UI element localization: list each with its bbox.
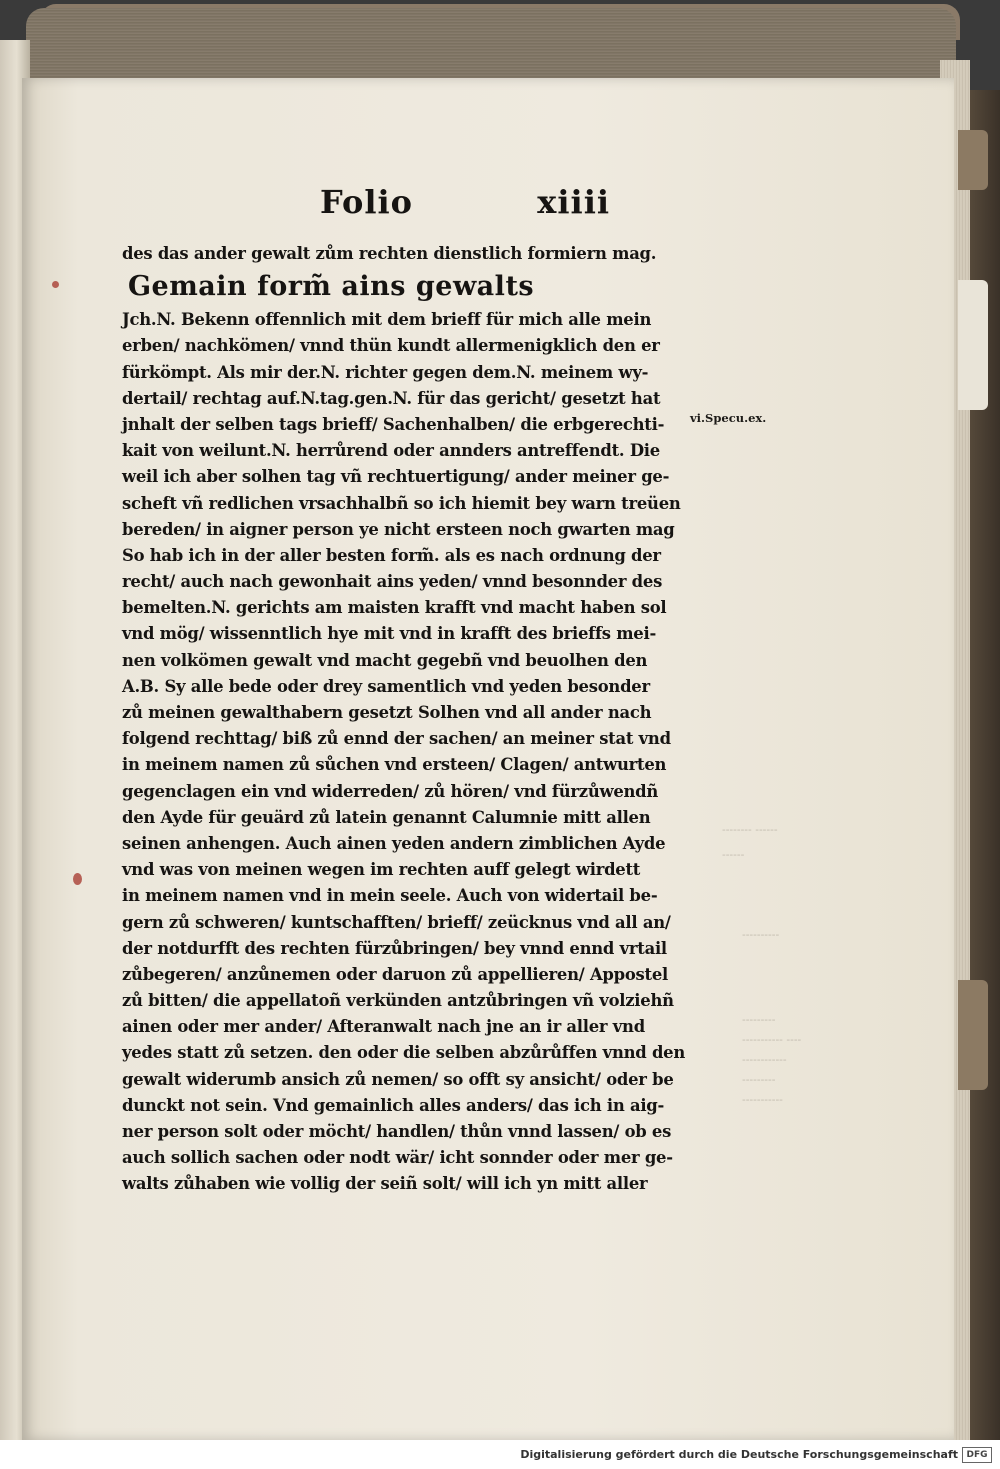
text-line: der notdurfft des rechten fürzůbringen/ bey vnnd ennd vrtail [122, 938, 667, 958]
text-line: den Ayde für geuärd zů latein genannt Calumnie mitt allen [122, 807, 651, 827]
text-line: A.B. Sy alle bede oder drey samentlich vnd yeden besonder [122, 676, 650, 696]
text-line: in meinem namen zů sůchen vnd ersteen/ Clagen/ antwurten [122, 755, 667, 775]
show-through-text: ----------- ---- [742, 1033, 802, 1046]
page-tab [958, 980, 988, 1090]
text-line: jnhalt der selben tags brieff/ Sachenhalben/ die erbgerechti- [122, 414, 665, 434]
text-line: nen volkömen gewalt vnd macht gegebñ vnd beuolhen den [122, 650, 648, 670]
show-through-text: ---------- [742, 928, 780, 941]
text-line: vnd mög/ wissenntlich hye mit vnd in krafft des brieffs mei- [122, 624, 656, 644]
text-line: So hab ich in der aller besten form̃. als es nach ordnung der [122, 545, 661, 565]
text-line: auch sollich sachen oder nodt wär/ icht sonnder oder mer ge- [122, 1148, 673, 1168]
ink-stain [73, 873, 82, 885]
text-line: dunckt not sein. Vnd gemainlich alles anders/ das ich in aig- [122, 1095, 665, 1115]
text-line: ainen oder mer ander/ Afteranwalt nach jne an ir aller vnd [122, 1017, 645, 1037]
text-line: bereden/ in aigner person ye nicht ersteen noch gwarten mag [122, 519, 675, 539]
text-line: gewalt widerumb ansich zů nemen/ so offt sy ansicht/ oder be [122, 1069, 674, 1089]
book-top-edge [26, 8, 956, 88]
text-line: scheft vñ redlichen vrsachhalbñ so ich hiemit bey warn treüen [122, 493, 681, 513]
text-line: kait von weilunt.N. herrůrend oder annders antreffendt. Die [122, 441, 660, 461]
page-tab [958, 130, 988, 190]
text-block [122, 183, 685, 1198]
section-heading: Gemain form̃ ains gewalts [128, 271, 535, 303]
text-line: Jch.N. Bekenn offennlich mit dem brieff für mich alle mein [122, 310, 652, 330]
footer-bar [0, 1440, 1000, 1469]
ink-stain [52, 281, 59, 288]
text-line: weil ich aber solhen tag vñ rechtuertigung/ ander meiner ge- [122, 467, 670, 487]
show-through-text: ------ [722, 848, 745, 861]
text-line: dertail/ rechtag auf.N.tag.gen.N. für das gericht/ gesetzt hat [122, 388, 661, 408]
text-line: zů meinen gewalthabern gesetzt Solhen vnd all ander nach [122, 703, 652, 722]
show-through-text: --------- [742, 1013, 776, 1026]
folio-number: xiiii [537, 183, 610, 221]
book-page [22, 78, 954, 1440]
text-line: vnd was von meinen wegen im rechten auff gelegt wirdett [122, 860, 641, 880]
text-line: gern zů schweren/ kuntschafften/ brieff/ zeücknus vnd all an/ [122, 912, 671, 932]
dfg-logo-icon: DFG [962, 1447, 992, 1463]
text-line: bemelten.N. gerichts am maisten krafft vnd macht haben sol [122, 598, 667, 618]
text-line: recht/ auch nach gewonhait ains yeden/ vnnd besonnder des [122, 572, 663, 592]
text-line: erben/ nachkömen/ vnnd thün kundt allermenigklich den er [122, 336, 660, 356]
text-line: des das ander gewalt zům rechten dienstlich formiern mag. [122, 244, 657, 263]
marginal-note: vi.Specu.ex. [690, 411, 767, 425]
page-tab [958, 280, 988, 410]
show-through-text: ------------ [742, 1053, 787, 1066]
text-line: folgend rechttag/ biß zů ennd der sachen/ an meiner stat vnd [122, 729, 671, 749]
text-line: in meinem namen vnd in mein seele. Auch von widertail be- [122, 886, 658, 906]
show-through-text: --------- [742, 1073, 776, 1086]
funding-credit: Digitalisierung gefördert durch die Deutsche Forschungsgemeinschaft [520, 1448, 958, 1461]
show-through-text: ----------- [742, 1093, 783, 1106]
text-line: gegenclagen ein vnd widerreden/ zů hören/ vnd fürzůwendñ [122, 781, 659, 801]
text-line: walts zůhaben wie vollig der seiñ solt/ will ich yn mitt aller [122, 1174, 648, 1194]
text-line: fürkömpt. Als mir der.N. richter gegen dem.N. meinem wy- [122, 362, 649, 382]
show-through-text: -------- ------ [722, 823, 778, 836]
text-line: ner person solt oder möcht/ handlen/ thůn vnnd lassen/ ob es [122, 1122, 672, 1141]
running-head-left: Folio [320, 183, 413, 221]
running-head [122, 183, 682, 227]
text-line: zůbegeren/ anzůnemen oder daruon zů appellieren/ Appostel [122, 964, 668, 984]
text-line: seinen anhengen. Auch ainen yeden andern zimblichen Ayde [122, 833, 666, 853]
text-line: zů bitten/ die appellatoñ verkünden antzůbringen vñ volziehñ [122, 991, 674, 1011]
text-line: yedes statt zů setzen. den oder die selben abzůrůffen vnnd den [122, 1043, 685, 1063]
